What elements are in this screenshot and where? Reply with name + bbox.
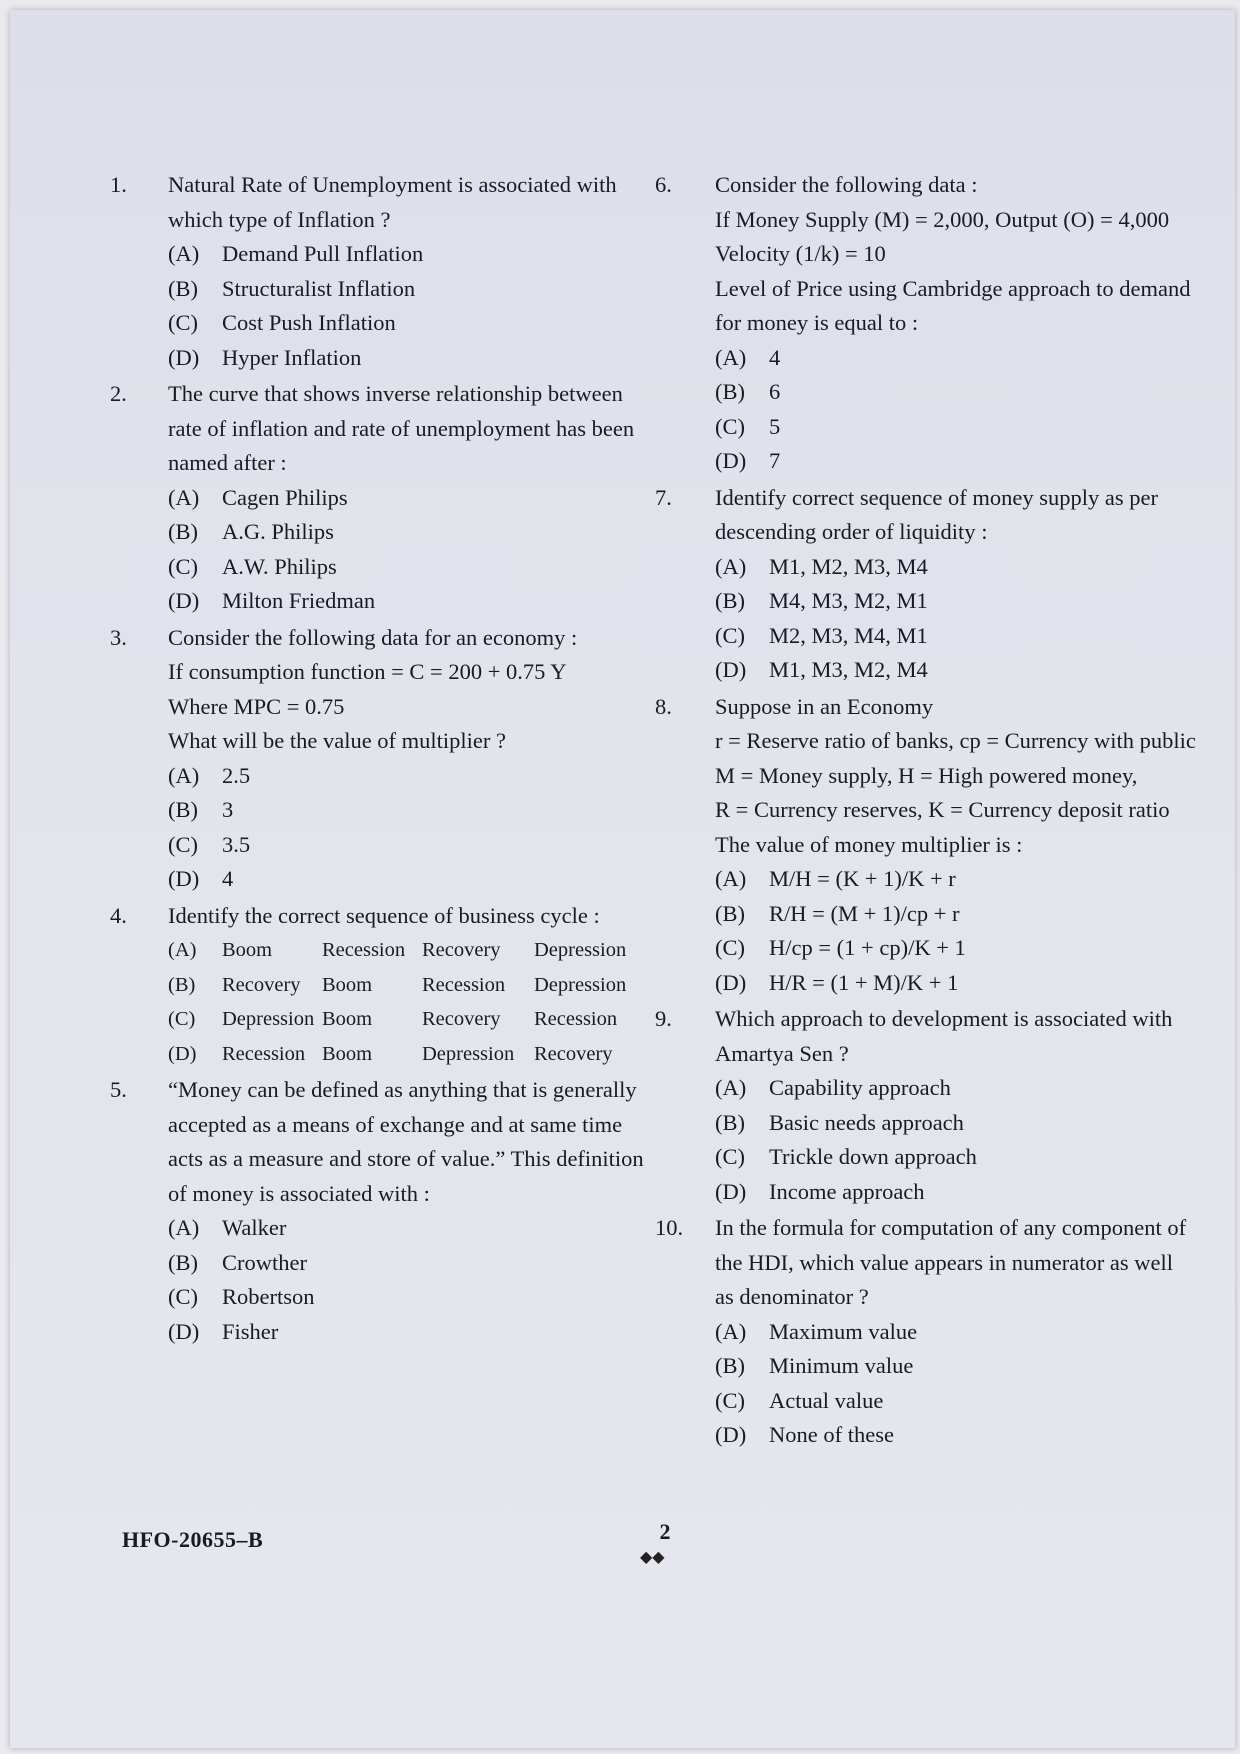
option-b [168,1246,658,1281]
option-d [715,966,1200,1001]
option-label: (D) [715,657,747,682]
cycle-phase: Boom [322,1008,373,1030]
option-text: H/R = (1 + M)/K + 1 [769,969,959,995]
question-stem [715,481,1200,550]
option-label: (C) [715,935,745,960]
question-stem [168,377,658,481]
option-label: (B) [168,973,196,996]
question-5 [110,1073,658,1349]
question-stem: Identify the correct sequence of business cycle : [168,902,600,928]
option-text: Capability approach [769,1075,951,1100]
left-questions [110,168,658,897]
cycle-phase: Recovery [534,1042,613,1065]
cycle-phase: Boom [322,1042,373,1065]
option-c [168,550,658,585]
stem-line: descending order of liquidity : [715,519,988,544]
stem-line: The value of money multiplier is : [715,831,1023,857]
cycle-phase: Recession [422,973,506,996]
option-a [168,237,658,272]
option-text: Milton Friedman [222,588,376,613]
stem-line: R = Currency reserves, K = Currency deposit ratio [715,797,1170,822]
option-label: (B) [715,588,745,613]
option-d [168,584,658,619]
option-text: 7 [769,448,781,473]
paper-code: HFO-20655–B [122,1527,264,1552]
option-text: R/H = (M + 1)/cp + r [769,900,960,926]
option-text: Income approach [769,1178,925,1204]
question-7 [655,481,1200,688]
q4-option-row [168,1037,658,1072]
question-number: 9. [655,1006,672,1031]
option-text: Trickle down approach [769,1144,977,1169]
option-label: (B) [715,900,745,926]
question-4 [110,899,658,1072]
option-label: (C) [168,553,198,579]
cycle-phase: Boom [222,939,273,961]
option-label: (A) [168,939,197,961]
option-label: (C) [715,413,745,439]
option-text: M/H = (K + 1)/K + r [769,866,956,891]
right-questions [655,168,1200,1453]
option-label: (D) [715,1178,747,1204]
cycle-phase: Recovery [222,973,301,996]
question-number: 8. [655,693,672,719]
option-text: M1, M2, M3, M4 [769,553,928,579]
stem-line: Consider the following data for an economy : [168,624,578,650]
option-label: (D) [715,969,747,995]
option-b [168,272,658,307]
question-number: 5. [110,1077,127,1102]
option-label: (A) [715,344,747,370]
option-b [715,584,1200,619]
option-text: Hyper Inflation [222,344,362,370]
option-text: M2, M3, M4, M1 [769,622,928,648]
option-label: (D) [168,866,200,891]
option-label: (B) [715,1353,745,1378]
question-stem [168,621,658,759]
option-text: 3.5 [222,831,251,857]
page-number: 2 [659,1519,671,1544]
q4-option-row [168,968,658,1003]
stem-line: What will be the value of multiplier ? [168,728,507,753]
option-b [715,375,1200,410]
option-text: None of these [769,1422,894,1447]
option-text: Cost Push Inflation [222,310,396,335]
stem-line: Which approach to development is associated with [715,1006,1173,1031]
question-8 [655,690,1200,1001]
question-1 [110,168,658,375]
option-label: (C) [715,1144,745,1169]
q4-option-table [168,933,658,1071]
question-2 [110,377,658,619]
option-d [168,1315,658,1350]
stem-line: Velocity (1/k) = 10 [715,241,886,266]
option-text: 4 [222,866,234,891]
option-a [715,1315,1200,1350]
option-d [715,653,1200,688]
option-b [715,1106,1200,1141]
question-stem [168,1073,658,1211]
stem-line: “Money can be defined as anything that is generally [168,1077,637,1102]
cycle-phase: Boom [322,973,373,996]
option-c [715,619,1200,654]
option-text: M4, M3, M2, M1 [769,588,928,613]
question-3 [110,621,658,897]
option-label: (D) [715,448,747,473]
option-text: Minimum value [769,1353,914,1378]
question-number: 6. [655,172,672,197]
stem-line: Where MPC = 0.75 [168,693,345,719]
diamond-ornament-icon: ◆◆ [640,1549,665,1566]
stem-line: The curve that shows inverse relationship between [168,381,623,406]
option-d [715,444,1200,479]
cycle-phase: Depression [534,973,627,996]
option-label: (A) [168,484,200,510]
option-label: (C) [715,1387,745,1413]
option-text: Crowther [222,1249,307,1275]
option-label: (A) [168,762,200,788]
question-number: 1. [110,172,127,197]
option-label: (A) [715,866,747,891]
cycle-phase: Recovery [422,939,501,961]
option-label: (C) [168,1008,196,1030]
stem-line: Consider the following data : [715,172,978,197]
cycle-phase: Depression [222,1008,315,1030]
stem-line: which type of Inflation ? [168,206,391,232]
option-d [715,1175,1200,1210]
stem-line: acts as a measure and store of value.” This definition [168,1146,644,1171]
option-a [715,341,1200,376]
stem-line: Natural Rate of Unemployment is associated with [168,172,617,197]
option-a [715,1071,1200,1106]
option-label: (C) [168,1284,198,1309]
option-label: (C) [168,310,198,335]
option-c [715,931,1200,966]
option-label: (A) [715,553,747,579]
cycle-phase: Recession [222,1042,306,1065]
stem-line: as denominator ? [715,1284,869,1309]
option-a [168,1211,658,1246]
option-b [715,897,1200,932]
option-label: (B) [168,519,198,544]
option-text: Structuralist Inflation [222,275,416,301]
stem-line: accepted as a means of exchange and at same time [168,1111,623,1137]
question-number: 7. [655,484,672,510]
option-text: M1, M3, M2, M4 [769,657,928,682]
question-stem [715,1002,1200,1071]
option-text: 2.5 [222,762,251,788]
option-label: (D) [715,1422,747,1447]
stem-line: M = Money supply, H = High powered money, [715,762,1138,788]
option-a [168,481,658,516]
option-c [715,1140,1200,1175]
question-stem [715,1211,1200,1315]
right-column [655,168,1200,1455]
cycle-phase: Recession [322,939,406,961]
option-label: (C) [168,831,198,857]
stem-line: Amartya Sen ? [715,1040,849,1066]
option-label: (C) [715,622,745,648]
option-label: (B) [715,1109,745,1135]
option-c [715,410,1200,445]
stem-line: Level of Price using Cambridge approach to demand [715,275,1191,301]
option-text: 6 [769,379,781,404]
option-text: A.W. Philips [222,553,337,579]
cycle-phase: Depression [534,939,627,961]
stem-line: the HDI, which value appears in numerator as well [715,1249,1173,1275]
option-label: (D) [168,1318,200,1344]
option-label: (A) [715,1075,747,1100]
option-label: (A) [715,1318,747,1344]
option-c [715,1384,1200,1419]
option-a [715,550,1200,585]
option-a [715,862,1200,897]
question-10 [655,1211,1200,1453]
exam-page [10,10,1235,1748]
question-number: 3. [110,624,127,650]
option-label: (D) [168,588,200,613]
option-label: (B) [168,1249,198,1275]
option-text: Demand Pull Inflation [222,241,424,266]
stem-line: named after : [168,450,287,475]
option-label: (B) [715,379,745,404]
option-text: Basic needs approach [769,1109,964,1135]
cycle-phase: Recovery [422,1008,501,1030]
option-text: Actual value [769,1387,884,1413]
stem-line: In the formula for computation of any component of [715,1215,1187,1240]
option-c [168,306,658,341]
option-c [168,1280,658,1315]
stem-line: of money is associated with : [168,1180,430,1206]
option-label: (D) [168,344,200,370]
question-6 [655,168,1200,479]
question-number: 4. [110,902,127,928]
option-b [168,515,658,550]
option-text: H/cp = (1 + cp)/K + 1 [769,935,966,960]
option-text: Walker [222,1215,287,1240]
option-text: A.G. Philips [222,519,334,544]
stem-line: If Money Supply (M) = 2,000, Output (O) = 4,000 [715,206,1170,232]
option-text: Robertson [222,1284,315,1309]
q5-holder [110,1073,658,1349]
option-label: (B) [168,797,198,822]
option-b [168,793,658,828]
option-label: (A) [168,1215,200,1240]
question-9 [655,1002,1200,1209]
stem-line: Identify correct sequence of money supply as per [715,484,1158,510]
stem-line: for money is equal to : [715,310,919,335]
question-stem [715,168,1200,341]
option-text: Maximum value [769,1318,918,1344]
option-label: (B) [168,275,198,301]
stem-line: If consumption function = C = 200 + 0.75 Y [168,659,567,684]
option-text: 4 [769,344,781,370]
option-label: (D) [168,1042,197,1065]
q4-option-row [168,1002,658,1037]
stem-line: r = Reserve ratio of banks, cp = Currency with public [715,728,1196,753]
q4-option-row [168,933,658,968]
stem-line: rate of inflation and rate of unemployment has been [168,415,635,441]
question-number: 2. [110,381,127,406]
question-stem [715,690,1200,863]
option-label: (A) [168,241,200,266]
option-text: 3 [222,797,234,822]
option-a [168,759,658,794]
option-d [168,862,658,897]
option-d [715,1418,1200,1453]
option-text: Cagen Philips [222,484,348,510]
cycle-phase: Depression [422,1042,515,1065]
option-d [168,341,658,376]
option-c [168,828,658,863]
question-stem [168,168,658,237]
option-b [715,1349,1200,1384]
stem-line: Suppose in an Economy [715,693,934,719]
cycle-phase: Recession [534,1008,618,1030]
question-number: 10. [655,1215,684,1240]
left-column [110,168,658,1351]
option-text: Fisher [222,1318,279,1344]
option-text: 5 [769,413,781,439]
